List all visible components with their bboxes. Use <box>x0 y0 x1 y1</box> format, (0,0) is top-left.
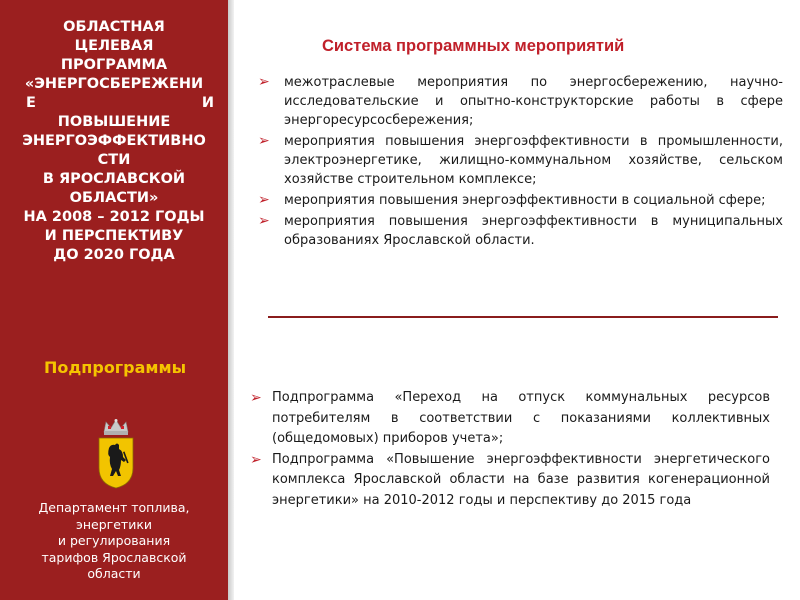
program-title-split-line <box>0 94 228 113</box>
measures-list <box>258 73 783 252</box>
subprograms-heading: Подпрограммы <box>44 358 187 377</box>
department-line: Департамент топлива, <box>38 500 190 515</box>
department-line: энергетики <box>76 516 152 532</box>
section-divider <box>268 316 778 318</box>
program-title-line: СТИ <box>97 152 131 168</box>
sidebar-edge <box>228 0 234 600</box>
program-title-line: «ЭНЕРГОСБЕРЕЖЕНИ <box>24 76 204 92</box>
program-title-line: В ЯРОСЛАВСКОЙ <box>42 171 186 187</box>
list-item <box>258 212 783 250</box>
list-item-text: Подпрограмма «Переход на отпуск коммунальных ресурсов потребителям в соответствии с показаниями коллективных (общедомовых) приборов учета»; <box>272 390 770 446</box>
program-title-line: ДО 2020 ГОДА <box>53 247 175 263</box>
program-title-split-left: Е <box>26 95 36 111</box>
program-title-line: ПОВЫШЕНИЕ <box>57 114 171 130</box>
program-title-line: ПРОГРАММА <box>60 57 168 73</box>
list-item <box>258 73 783 130</box>
program-title-line: И ПЕРСПЕКТИВУ <box>44 228 184 244</box>
department-line: тарифов Ярославской <box>41 549 187 565</box>
page-title: Система программных мероприятий <box>322 37 625 55</box>
department-line: области <box>87 566 141 581</box>
list-item-text: мероприятия повышения энергоэффективности в социальной сфере; <box>284 193 766 208</box>
program-title-line: ОБЛАСТИ» <box>69 190 159 206</box>
list-item-text: мероприятия повышения энергоэффективности в муниципальных образованиях Ярославской области. <box>284 214 783 248</box>
list-item-text: межотраслевые мероприятия по энергосбережению, научно-исследовательские и опытно-конструкторские работы в сфере энергоресурсосбережения; <box>284 75 783 128</box>
list-item <box>258 132 783 189</box>
list-item <box>250 388 770 450</box>
program-title-line: ЦЕЛЕВАЯ <box>74 38 154 54</box>
list-item <box>250 450 770 512</box>
arrow-bullet-icon: ➢ <box>258 74 270 90</box>
arrow-bullet-icon: ➢ <box>250 390 262 406</box>
coat-of-arms-icon <box>96 418 136 490</box>
department-line: и регулирования <box>57 533 171 548</box>
list-item <box>258 191 783 210</box>
arrow-bullet-icon: ➢ <box>258 133 270 149</box>
subprograms-list <box>250 388 770 511</box>
arrow-bullet-icon: ➢ <box>258 192 270 208</box>
program-title-line: ЭНЕРГОЭФФЕКТИВНО <box>22 133 206 149</box>
list-item-text: Подпрограмма «Повышение энергоэффективности энергетического комплекса Ярославской области на базе развития когенерационной энергетики» на 2010-2012 годы и перспективу до 2015 года <box>272 451 770 508</box>
program-title-line: НА 2008 – 2012 ГОДЫ <box>23 209 205 225</box>
program-title-split-right: И <box>201 95 214 111</box>
arrow-bullet-icon: ➢ <box>258 213 270 229</box>
program-title-line: ОБЛАСТНАЯ <box>63 19 165 35</box>
department-name <box>0 500 228 583</box>
list-item-text: мероприятия повышения энергоэффективности в промышленности, электроэнергетике, жилищно-коммунальном хозяйстве, сельском хозяйстве строительном комплексе; <box>284 134 783 187</box>
arrow-bullet-icon: ➢ <box>250 451 262 468</box>
program-title <box>0 18 228 265</box>
